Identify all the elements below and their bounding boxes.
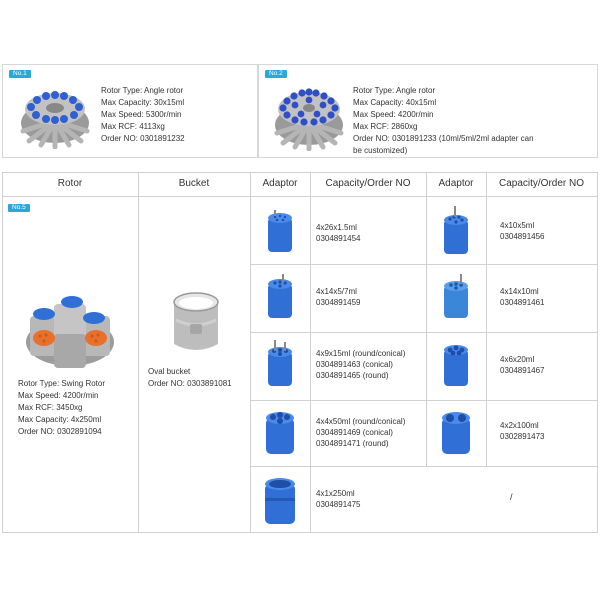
spec-line: Rotor Type: Swing Rotor	[18, 379, 106, 388]
angle-rotor-30-image	[17, 79, 93, 149]
right-adaptor-2-text	[500, 286, 545, 308]
rotor-no5-specs	[18, 378, 105, 438]
header-adaptor-left: Adaptor	[262, 178, 298, 189]
adaptor-4x14x10-icon	[440, 274, 472, 322]
oval-bucket-image	[168, 290, 224, 356]
spec-line: Order NO: 0302891094	[18, 427, 102, 436]
spec-line: Rotor Type: Angle rotor	[353, 86, 436, 95]
rotor-no1-panel	[2, 64, 258, 158]
spec-line: Max RCF: 4113xg	[101, 122, 165, 131]
capacity-line: 4x14x5/7ml	[316, 287, 357, 296]
left-adaptor-2-text	[316, 286, 361, 308]
spec-line: Max RCF: 3450xg	[18, 403, 83, 412]
header-rotor: Rotor	[57, 178, 83, 189]
adaptor-4x4-icon	[262, 408, 298, 458]
order-no-line: 0304891456	[500, 232, 545, 241]
right-adaptor-1-text	[500, 220, 545, 242]
order-no-line: 0304891454	[316, 234, 361, 243]
order-no-line: 0304891461	[500, 298, 545, 307]
angle-rotor-40-image	[271, 79, 347, 151]
spec-line: Max RCF: 2860xg	[353, 122, 418, 131]
order-no-line: 0304891465 (round)	[316, 371, 389, 380]
order-no-line: 0304891469 (conical)	[316, 428, 393, 437]
swing-rotor-image	[20, 290, 120, 372]
header-capacity-right: Capacity/Order NO	[498, 178, 585, 189]
spec-line: Order NO: 0303891081	[148, 379, 232, 388]
order-no-line: 0304891475	[316, 500, 361, 509]
order-no-line: 0304891471 (round)	[316, 439, 389, 448]
order-no-line: 0302891473	[500, 432, 545, 441]
capacity-line: 4x6x20ml	[500, 355, 535, 364]
adaptor-4x1-icon	[260, 476, 300, 528]
bucket-specs	[148, 366, 232, 390]
capacity-line: 4x26x1.5ml	[316, 223, 357, 232]
capacity-line: 4x9x15ml (round/conical)	[316, 349, 406, 358]
order-no-line: 0304891459	[316, 298, 361, 307]
spec-line: Max Capacity: 30x15ml	[101, 98, 185, 107]
header-bucket: Bucket	[178, 178, 210, 189]
rotor-no1-specs	[101, 85, 185, 145]
right-adaptor-4-text	[500, 420, 545, 442]
adaptor-4x26-icon	[264, 210, 296, 256]
capacity-line: 4x1x250ml	[316, 489, 355, 498]
left-adaptor-5-text	[316, 488, 361, 510]
spec-line: Order NO: 0301891233 (10ml/5ml/2ml adapter can	[353, 134, 534, 143]
spec-line: Oval bucket	[148, 367, 191, 376]
right-adaptor-3-text	[500, 354, 545, 376]
capacity-line: 4x10x5ml	[500, 221, 535, 230]
capacity-line: 4x14x10ml	[500, 287, 539, 296]
spec-line: be customized)	[353, 146, 408, 155]
empty-cell-slash: /	[510, 492, 513, 502]
adaptor-table	[2, 172, 598, 533]
rotor-no1-badge: No.1	[9, 70, 31, 78]
left-adaptor-3-text	[316, 348, 405, 381]
adaptor-4x10-icon	[440, 206, 472, 258]
header-adaptor-right: Adaptor	[438, 178, 474, 189]
rotor-no2-panel	[258, 64, 598, 158]
rotor-no5-badge: No.5	[8, 204, 30, 212]
order-no-line: 0304891463 (conical)	[316, 360, 393, 369]
spec-line: Max Capacity: 40x15ml	[353, 98, 437, 107]
rotor-no2-specs	[353, 85, 534, 157]
spec-line: Order NO: 0301891232	[101, 134, 185, 143]
spec-line: Max Speed: 4200r/min	[18, 391, 99, 400]
adaptor-4x2-icon	[438, 408, 474, 458]
header-capacity-left: Capacity/Order NO	[325, 178, 411, 189]
left-adaptor-1-text	[316, 222, 361, 244]
adaptor-4x14-icon	[264, 274, 296, 322]
order-no-line: 0304891467	[500, 366, 545, 375]
spec-line: Max Speed: 5300r/min	[101, 110, 182, 119]
left-adaptor-4-text	[316, 416, 405, 449]
spec-line: Max Capacity: 4x250ml	[18, 415, 102, 424]
capacity-line: 4x2x100ml	[500, 421, 539, 430]
rotor-no2-badge: No.2	[265, 70, 287, 78]
capacity-line: 4x4x50ml (round/conical)	[316, 417, 406, 426]
spec-line: Rotor Type: Angle rotor	[101, 86, 184, 95]
spec-line: Max Speed: 4200r/min	[353, 110, 434, 119]
adaptor-4x9-icon	[264, 340, 296, 390]
adaptor-4x6-icon	[440, 342, 472, 390]
